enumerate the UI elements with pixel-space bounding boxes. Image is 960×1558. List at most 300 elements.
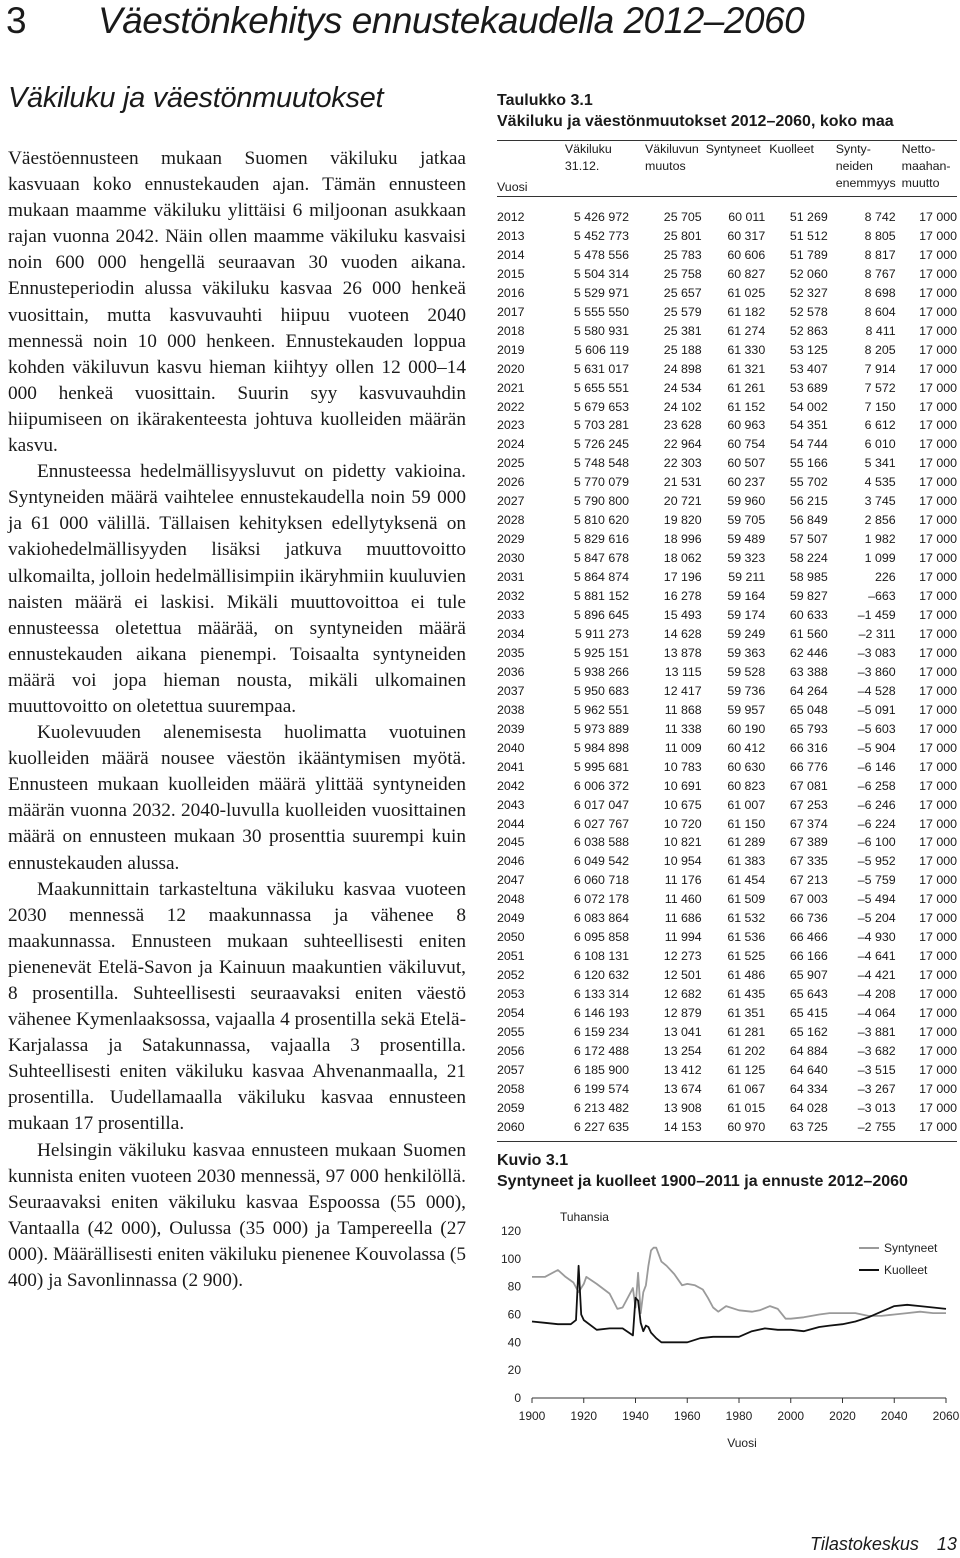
cell-deaths: 56 849 [789,513,828,528]
header-line: neiden [835,159,873,173]
cell-births: 60 970 [727,1119,766,1134]
cell-year: 2016 [497,285,525,300]
cell-net-migration: 17 000 [919,721,957,736]
cell-net-migration: 17 000 [919,816,957,831]
cell-births: 60 412 [727,740,766,755]
cell-change: 13 115 [664,664,702,679]
cell-natural-increase: –3 083 [857,645,896,660]
cell-change: 13 412 [663,1062,702,1077]
cell-natural-increase: 1 982 [864,532,896,547]
cell-change: 11 686 [664,911,702,926]
cell-year: 2019 [497,342,525,357]
table-row [497,966,957,985]
cell-population: 5 426 972 [573,210,630,224]
cell-natural-increase: 7 150 [864,399,896,414]
table-row [497,379,957,398]
cell-births: 61 383 [727,854,766,869]
cell-births: 60 507 [727,456,766,471]
y-tick-label: 120 [500,1224,521,1238]
cell-net-migration: 17 000 [919,702,957,717]
cell-change: 15 493 [663,608,702,623]
paragraph: Maakunnittain tarkasteltuna väkiluku kasvaa vuoteen 2030 mennessä 12 maakunnassa ja vähenee 8 maakunnassa. Ennusteen mukaan suhteellisesti eniten pienenevät Etelä-Savon ja Kainuun maakuntien väkiluvut, 8 prosentilla. Suhteellisesti seuraavaksi eniten väestö vähenee Kymenlaaksossa, vajaalla 4 prosentilla sekä Etelä-Karjalassa ja Satakunnassa, vajaalla 3 prosentilla. Suhteellisesti eniten väkiluku kasvaa Ahvenanmaalla, 21 prosentilla. Uudellamaalla väkiluku kasvaa ennusteen mukaan 17 prosentilla. [8,878,466,1135]
cell-natural-increase: 2 856 [864,513,896,528]
cell-natural-increase: –4 528 [857,683,896,698]
cell-change: 12 682 [663,987,702,1002]
cell-net-migration: 17 000 [919,437,957,452]
cell-year: 2025 [497,456,525,471]
cell-natural-increase: –4 641 [857,949,896,964]
cell-population: 6 006 372 [573,778,630,793]
table-row [497,606,957,625]
cell-population: 6 060 718 [573,873,630,888]
cell-change: 25 657 [663,285,702,300]
cell-deaths: 65 415 [789,1006,828,1021]
cell-population: 5 606 119 [574,342,630,357]
cell-births: 61 289 [727,835,766,850]
cell-population: 5 655 551 [573,380,630,395]
cell-population: 5 962 551 [573,702,630,717]
table-row [497,833,957,852]
table-row [497,549,957,568]
cell-population: 6 146 193 [573,1006,630,1021]
cell-deaths: 52 578 [789,304,828,319]
cell-natural-increase: 3 745 [864,494,896,509]
cell-change: 25 758 [663,266,702,281]
cell-net-migration: 17 000 [919,1119,957,1134]
table-row [497,1042,957,1061]
header-line: Synty- [835,142,871,156]
cell-natural-increase: 226 [874,570,896,585]
cell-natural-increase: 8 767 [864,266,896,281]
x-tick-label: 2060 [932,1409,960,1423]
cell-births: 60 827 [727,266,766,281]
cell-population: 5 478 556 [573,247,630,262]
table-row [497,435,957,454]
cell-population: 6 083 864 [573,911,630,926]
cell-year: 2026 [497,475,525,490]
cell-deaths: 64 640 [789,1062,828,1077]
cell-births: 61 025 [727,285,766,300]
cell-deaths: 66 776 [789,759,828,774]
table-header-row [497,141,957,197]
cell-net-migration: 17 000 [919,759,957,774]
cell-population: 6 159 234 [573,1024,630,1039]
cell-change: 25 579 [663,304,702,319]
cell-natural-increase: –4 421 [857,968,896,983]
y-tick-label: 100 [500,1251,521,1266]
cell-change: 12 879 [663,1006,702,1021]
cell-change: 22 303 [663,456,702,471]
cell-population: 5 770 079 [573,475,630,490]
cell-deaths: 65 643 [789,987,828,1002]
cell-population: 5 829 616 [573,532,630,547]
cell-deaths: 66 466 [789,930,828,945]
cell-net-migration: 17 000 [919,304,957,319]
header-natural-increase [828,141,896,197]
cell-year: 2043 [497,797,525,812]
cell-births: 61 532 [727,911,766,926]
cell-births: 61 321 [727,361,766,376]
cell-change: 13 041 [663,1024,702,1039]
cell-change: 11 868 [664,702,702,717]
cell-change: 12 417 [663,683,702,698]
cell-net-migration: 17 000 [919,228,957,243]
cell-deaths: 64 028 [789,1100,828,1115]
cell-year: 2052 [497,968,525,983]
cell-deaths: 52 863 [789,323,828,338]
cell-change: 18 996 [663,532,702,547]
header-year-text: Vuosi [497,180,528,194]
x-axis-label: Vuosi [727,1436,757,1450]
table-row [497,701,957,720]
cell-change: 14 628 [663,626,702,641]
cell-net-migration: 17 000 [919,608,957,623]
cell-deaths: 67 213 [789,873,828,888]
cell-net-migration: 17 000 [919,475,957,490]
cell-year: 2044 [497,816,525,831]
cell-natural-increase: –2 755 [857,1119,896,1134]
cell-year: 2051 [497,949,525,964]
cell-deaths: 54 744 [789,437,828,452]
cell-net-migration: 17 000 [919,247,957,262]
header-line: 31.12. [564,159,600,173]
table-row [497,663,957,682]
cell-natural-increase: –5 952 [857,854,896,869]
cell-year: 2027 [497,494,525,509]
cell-net-migration: 17 000 [919,930,957,945]
cell-deaths: 63 388 [789,664,828,679]
table-row [497,398,957,417]
chapter-number: 3 [6,0,27,41]
cell-deaths: 53 407 [789,361,828,376]
cell-year: 2055 [497,1024,525,1039]
cell-deaths: 51 269 [789,210,828,224]
cell-year: 2038 [497,702,525,717]
chapter-heading [6,0,956,42]
cell-natural-increase: –3 682 [857,1043,896,1058]
cell-net-migration: 17 000 [919,797,957,812]
header-population [547,141,629,197]
cell-births: 60 630 [727,759,766,774]
cell-deaths: 52 327 [789,285,828,300]
cell-year: 2054 [497,1006,525,1021]
header-change [629,141,702,197]
cell-natural-increase: –2 311 [858,626,896,641]
y-tick-label: 60 [507,1307,521,1322]
cell-births: 60 190 [727,721,766,736]
cell-change: 11 009 [664,740,702,755]
cell-births: 61 486 [727,968,766,983]
cell-deaths: 62 446 [789,645,828,660]
cell-births: 59 736 [727,683,766,698]
header-line: Netto- [901,142,936,156]
cell-net-migration: 17 000 [919,532,957,547]
cell-births: 59 164 [727,589,766,604]
cell-natural-increase: –3 881 [857,1024,896,1039]
cell-net-migration: 17 000 [919,949,957,964]
cell-net-migration: 17 000 [919,1024,957,1039]
cell-natural-increase: –5 904 [857,740,896,755]
cell-year: 2022 [497,399,525,414]
header-line: maahan- [901,159,951,173]
cell-change: 11 338 [664,721,702,736]
table-row [497,454,957,473]
cell-deaths: 58 224 [789,551,828,566]
cell-births: 60 011 [728,210,766,224]
cell-population: 5 504 314 [573,266,630,281]
cell-natural-increase: –3 860 [857,664,896,679]
publisher-name: Tilastokeskus [810,1534,919,1554]
cell-net-migration: 17 000 [919,494,957,509]
table-row [497,197,957,227]
cell-deaths: 65 162 [789,1024,828,1039]
cell-change: 10 720 [663,816,702,831]
cell-net-migration: 17 000 [919,456,957,471]
cell-natural-increase: –5 759 [857,873,896,888]
y-tick-label: 40 [507,1335,521,1350]
cell-population: 6 108 131 [573,949,630,964]
cell-change: 10 821 [663,835,702,850]
header-line: muutto [901,176,940,190]
section-heading: Väkiluku ja väestönmuutokset [8,82,384,114]
cell-change: 25 705 [663,210,702,224]
cell-year: 2046 [497,854,525,869]
cell-change: 10 954 [663,854,702,869]
table-row [497,682,957,701]
cell-year: 2032 [497,589,525,604]
cell-change: 13 878 [663,645,702,660]
x-tick-label: 1900 [518,1409,546,1423]
cell-population: 6 017 047 [573,797,630,812]
y-tick-label: 0 [514,1391,521,1405]
cell-births: 59 363 [727,645,766,660]
legend-label-kuolleet: Kuolleet [884,1263,928,1277]
cell-births: 60 823 [727,778,766,793]
cell-natural-increase: –4 208 [857,987,896,1002]
paragraph: Kuolevuuden alenemisesta huolimatta vuotuinen kuolleiden määrä nousee väestön ikääntymisen myötä. Ennusteen mukaan kuolleiden määrä ylittää syntyneiden määrän vuonna 2032. 2040-luvulla kuolleiden vuosittainen määrä on ennusteen mukaan 30 prosenttia suurempi kuin ennustekauden alussa. [8,722,466,874]
cell-deaths: 57 507 [789,532,828,547]
cell-change: 19 820 [663,513,702,528]
cell-net-migration: 17 000 [919,835,957,850]
cell-natural-increase: –6 224 [857,816,896,831]
header-year [497,141,547,197]
page-number: 13 [936,1534,957,1554]
cell-net-migration: 17 000 [919,740,957,755]
cell-natural-increase: –6 258 [857,778,896,793]
cell-net-migration: 17 000 [919,1081,957,1096]
cell-population: 5 790 800 [573,494,630,509]
cell-net-migration: 17 000 [919,645,957,660]
population-table [497,140,957,1142]
cell-net-migration: 17 000 [919,418,957,433]
y-tick-label: 20 [507,1363,521,1378]
cell-net-migration: 17 000 [919,266,957,281]
table-row [497,1061,957,1080]
cell-natural-increase: 8 742 [864,210,896,224]
cell-deaths: 56 215 [789,494,828,509]
cell-net-migration: 17 000 [919,626,957,641]
cell-year: 2024 [497,437,525,452]
cell-net-migration: 17 000 [919,285,957,300]
cell-births: 61 330 [727,342,766,357]
cell-natural-increase: –3 013 [857,1100,896,1115]
cell-natural-increase: –5 494 [857,892,896,907]
cell-change: 12 273 [663,949,702,964]
cell-net-migration: 17 000 [919,513,957,528]
cell-deaths: 67 253 [789,797,828,812]
cell-births: 61 435 [727,987,766,1002]
cell-deaths: 55 166 [789,456,828,471]
cell-change: 10 783 [663,759,702,774]
table-row [497,511,957,530]
header-deaths [765,141,828,197]
cell-net-migration: 17 000 [919,1062,957,1077]
cell-population: 6 199 574 [573,1081,630,1096]
cell-births: 61 125 [727,1062,766,1077]
cell-population: 5 973 889 [573,721,630,736]
y-tick-label: 80 [507,1279,521,1294]
table-row [497,815,957,834]
table-row [497,227,957,246]
cell-net-migration: 17 000 [919,664,957,679]
table-row [497,1118,957,1141]
x-tick-label: 1960 [673,1409,701,1423]
table-row [497,720,957,739]
cell-year: 2028 [497,513,525,528]
table-row [497,625,957,644]
cell-year: 2029 [497,532,525,547]
cell-year: 2018 [497,323,525,338]
cell-births: 61 067 [727,1081,766,1096]
cell-change: 25 783 [663,247,702,262]
cell-births: 61 182 [727,304,766,319]
cell-natural-increase: –5 204 [857,911,896,926]
cell-change: 11 176 [664,873,702,888]
x-tick-label: 1940 [622,1409,649,1423]
table-row [497,796,957,815]
cell-deaths: 61 560 [789,626,828,641]
cell-deaths: 53 125 [789,342,828,357]
cell-births: 59 323 [727,551,766,566]
cell-natural-increase: –3 267 [857,1081,896,1096]
cell-natural-increase: 8 411 [865,323,896,338]
cell-births: 60 237 [727,475,766,490]
cell-natural-increase: –6 246 [857,797,896,812]
cell-births: 60 317 [727,228,766,243]
cell-natural-increase: 8 698 [864,285,896,300]
header-line: muutos [645,159,686,173]
cell-natural-increase: 7 914 [864,361,896,376]
cell-births: 61 007 [727,797,766,812]
table-row [497,947,957,966]
cell-change: 13 254 [663,1043,702,1058]
cell-births: 59 249 [727,626,766,641]
cell-net-migration: 17 000 [919,683,957,698]
cell-natural-increase: –4 064 [857,1006,896,1021]
cell-population: 5 896 645 [573,608,630,623]
cell-change: 11 460 [664,892,702,907]
cell-population: 5 847 678 [573,551,630,566]
cell-deaths: 51 512 [789,228,828,243]
cell-population: 5 452 773 [573,228,630,243]
cell-change: 11 994 [664,930,702,945]
cell-net-migration: 17 000 [919,361,957,376]
cell-population: 5 679 653 [573,399,630,414]
cell-natural-increase: 1 099 [864,551,896,566]
cell-population: 5 703 281 [573,418,630,433]
cell-population: 6 227 635 [573,1119,630,1134]
cell-year: 2053 [497,987,525,1002]
cell-net-migration: 17 000 [919,342,957,357]
table-row [497,530,957,549]
cell-natural-increase: 8 817 [864,247,896,262]
cell-population: 6 133 314 [573,987,630,1002]
table-row [497,492,957,511]
page-footer [810,1534,957,1555]
table-row [497,587,957,606]
table-row [497,246,957,265]
table-row [497,303,957,322]
body-text [8,146,466,1294]
cell-natural-increase: 7 572 [864,380,896,395]
cell-births: 60 606 [727,247,766,262]
table-row [497,1004,957,1023]
cell-year: 2058 [497,1081,525,1096]
cell-net-migration: 17 000 [919,570,957,585]
cell-net-migration: 17 000 [919,854,957,869]
table-row [497,852,957,871]
cell-births: 61 509 [727,892,766,907]
cell-change: 24 102 [663,399,702,414]
cell-births: 61 454 [727,873,766,888]
cell-year: 2050 [497,930,525,945]
cell-change: 17 196 [663,570,702,585]
table-row [497,777,957,796]
cell-population: 5 881 152 [573,589,630,604]
cell-population: 6 213 482 [573,1100,630,1115]
cell-population: 6 185 900 [573,1062,630,1077]
cell-year: 2039 [497,721,525,736]
cell-deaths: 67 374 [789,816,828,831]
births-deaths-chart [495,1205,960,1460]
cell-change: 20 721 [663,494,702,509]
cell-deaths: 51 789 [789,247,828,262]
x-tick-label: 1980 [725,1409,753,1423]
cell-births: 61 351 [727,1006,766,1021]
x-tick-label: 2040 [880,1409,908,1423]
header-line: Väkiluku [564,142,612,156]
cell-population: 6 172 488 [573,1043,630,1058]
table-row [497,871,957,890]
cell-change: 25 381 [663,323,702,338]
cell-deaths: 52 060 [789,266,828,281]
cell-deaths: 65 048 [789,702,828,717]
cell-year: 2034 [497,626,525,641]
cell-population: 5 748 548 [573,456,630,471]
cell-deaths: 65 907 [789,968,828,983]
table-row [497,322,957,341]
cell-deaths: 53 689 [789,380,828,395]
cell-population: 6 049 542 [573,854,630,869]
cell-change: 24 898 [663,361,702,376]
cell-net-migration: 17 000 [919,1100,957,1115]
cell-population: 5 529 971 [573,285,630,300]
cell-births: 59 489 [727,532,766,547]
cell-births: 59 957 [727,702,766,717]
cell-births: 59 960 [727,494,766,509]
cell-year: 2057 [497,1062,525,1077]
paragraph: Väestöennusteen mukaan Suomen väkiluku jatkaa kasvuaan koko ennustekauden ajan. Tämän ennusteen mukaan maamme väkiluku ylittäisi 6 miljoonan asukkaan rajan vuonna 2042. Näin ollen maamme väkiluku kasvaisi noin 600 000 hengellä seuraavan 30 vuoden aikana. Ennusteperiodin alussa väkiluku kasvaa 26 000 henkeä vuosittain, mutta kasvuvauhti hiipuu vuoteen 2040 mennessä noin 10 000 henkeen. Ennustekauden loppua kohden väkiluvun kasvu hieman kiihtyy ollen 12 000–14 000 henkeä vuosittain. Suurin syy kasvuvauhdin hiipumiseen on ikärakenteesta johtuva kuolleiden määrän kasvu. [8,148,466,457]
